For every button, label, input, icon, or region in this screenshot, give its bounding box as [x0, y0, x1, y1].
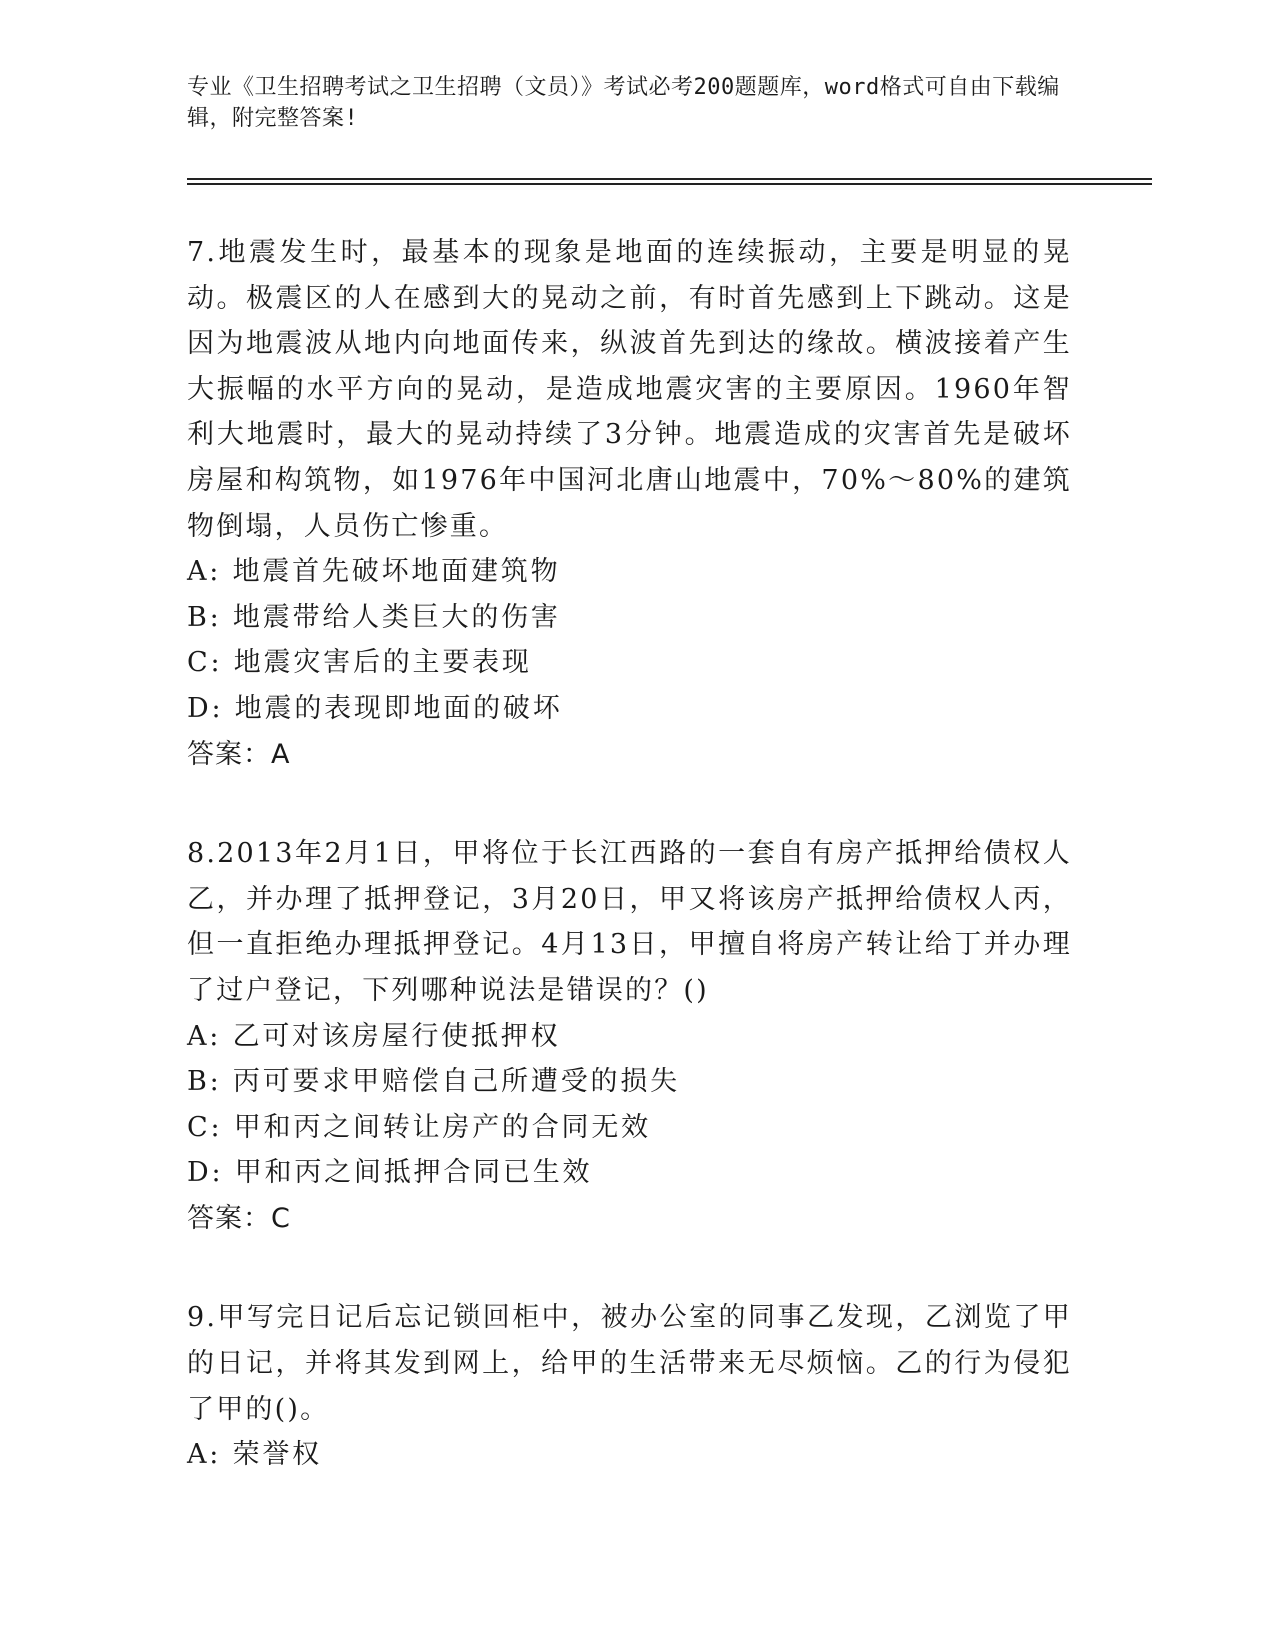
- question-text: 7.地震发生时，最基本的现象是地面的连续振动，主要是明显的晃动。极震区的人在感到大的晃动之前，有时首先感到上下跳动。这是因为地震波从地内向地面传来，纵波首先到达的缘故。横波接着产生大振幅的水平方向的晃动，是造成地震灾害的主要原因。1960年智利大地震时，最大的晃动持续了3分钟。地震造成的灾害首先是破坏房屋和构筑物，如1976年中国河北唐山地震中，70%～80%的建筑物倒塌，人员伤亡惨重。: [187, 237, 1072, 542]
- question-7: [187, 230, 1072, 777]
- header-divider-top: [187, 178, 1152, 180]
- option-c: C: 甲和丙之间转让房产的合同无效: [187, 1111, 651, 1143]
- option-list: [187, 1432, 1072, 1478]
- option-b: B: 丙可要求甲赔偿自己所遭受的损失: [187, 1066, 680, 1098]
- option-list: [187, 549, 1072, 731]
- question-text: 8.2013年2月1日，甲将位于长江西路的一套自有房产抵押给债权人乙，并办理了抵押登记，3月20日，甲又将该房产抵押给债权人丙，但一直拒绝办理抵押登记。4月13日，甲擅自将房产转让给丁并办理了过户登记，下列哪种说法是错误的？(): [187, 838, 1072, 1006]
- option-a: A: 地震首先破坏地面建筑物: [187, 556, 561, 588]
- option-a: A: 乙可对该房屋行使抵押权: [187, 1020, 561, 1052]
- question-list: [187, 230, 1072, 1532]
- option-a: A: 荣誉权: [187, 1439, 322, 1471]
- question-9: [187, 1295, 1072, 1477]
- question-8: [187, 831, 1072, 1241]
- option-d: D: 地震的表现即地面的破坏: [187, 692, 563, 724]
- answer: 答案：C: [187, 1202, 291, 1234]
- header-divider-bottom: [187, 183, 1152, 185]
- question-text: 9.甲写完日记后忘记锁回柜中，被办公室的同事乙发现，乙浏览了甲的日记，并将其发到网上，给甲的生活带来无尽烦恼。乙的行为侵犯了甲的()。: [187, 1302, 1072, 1425]
- option-b: B: 地震带给人类巨大的伤害: [187, 601, 561, 633]
- option-list: [187, 1014, 1072, 1196]
- option-c: C: 地震灾害后的主要表现: [187, 647, 532, 679]
- option-d: D: 甲和丙之间抵押合同已生效: [187, 1157, 593, 1189]
- document-header: 专业《卫生招聘考试之卫生招聘（文员）》考试必考200题题库，word格式可自由下载编辑，附完整答案!: [187, 75, 1060, 131]
- answer: 答案：A: [187, 738, 291, 770]
